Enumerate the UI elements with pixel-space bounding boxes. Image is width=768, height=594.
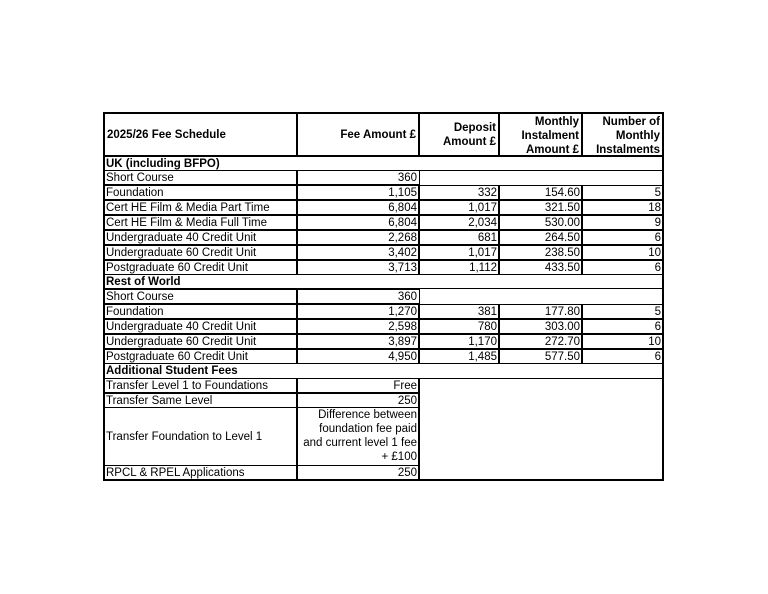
- row-row-name: Postgraduate 60 Credit Unit: [103, 349, 298, 364]
- row-row-monthly: 303.00: [498, 319, 583, 334]
- uk-row-count: 5: [581, 185, 664, 200]
- additional-empty-area: [418, 378, 664, 480]
- uk-row-fee: 3,713: [296, 260, 420, 275]
- header-monthly-line: Instalment: [521, 130, 579, 142]
- uk-row-count: 18: [581, 200, 664, 215]
- row-row-monthly: 272.70: [498, 334, 583, 349]
- section-title-uk: [103, 156, 664, 171]
- uk-row-count: 9: [581, 215, 664, 230]
- header-schedule-title: [103, 112, 298, 157]
- additional-fee-line: foundation fee paid: [319, 423, 417, 435]
- additional-fee-line: + £100: [381, 451, 417, 463]
- uk-row-monthly: 530.00: [498, 215, 583, 230]
- header-number-line: Number of: [602, 116, 660, 128]
- row-row-deposit: 780: [418, 319, 500, 334]
- additional-row-fee: 250: [296, 393, 420, 408]
- uk-row-deposit: 1,017: [418, 245, 500, 260]
- header-fee-amount: [296, 112, 420, 157]
- additional-row-fee: 250: [296, 465, 420, 480]
- row-row-name: Short Course: [103, 289, 298, 304]
- uk-row-fee: 2,268: [296, 230, 420, 245]
- row-row-deposit: 1,485: [418, 349, 500, 364]
- header-number-instalments: [581, 112, 664, 157]
- row-row-name: Foundation: [103, 304, 298, 319]
- uk-row-fee: 6,804: [296, 215, 420, 230]
- header-schedule-text: 2025/26 Fee Schedule: [107, 128, 226, 141]
- header-number-line: Monthly: [615, 130, 660, 142]
- uk-row-count: 10: [581, 245, 664, 260]
- additional-row-name-text: Transfer Foundation to Level 1: [106, 430, 263, 443]
- row-row-count: 10: [581, 334, 664, 349]
- section-title-rest-of-world: [103, 274, 664, 289]
- uk-row-deposit: 1,112: [418, 260, 500, 275]
- uk-row-name: Short Course: [103, 170, 298, 185]
- row-row-fee: 3,897: [296, 334, 420, 349]
- header-monthly-line: Monthly: [534, 116, 579, 128]
- row-row-count: 5: [581, 304, 664, 319]
- row-row-name: Undergraduate 60 Credit Unit: [103, 334, 298, 349]
- header-deposit-line: Deposit: [453, 121, 496, 134]
- uk-row-deposit: 681: [418, 230, 500, 245]
- uk-row-name: Foundation: [103, 185, 298, 200]
- uk-row-name: Postgraduate 60 Credit Unit: [103, 260, 298, 275]
- row-row-count: 6: [581, 319, 664, 334]
- uk-row-monthly: 433.50: [498, 260, 583, 275]
- uk-row-count: 6: [581, 260, 664, 275]
- fee-schedule-table: [103, 112, 664, 481]
- section-title-additional-text: Additional Student Fees: [106, 365, 238, 377]
- uk-row-deposit: 2,034: [418, 215, 500, 230]
- row-row-monthly: 177.80: [498, 304, 583, 319]
- uk-row-deposit: 1,017: [418, 200, 500, 215]
- uk-row-fee: 3,402: [296, 245, 420, 260]
- header-monthly-line: Amount £: [525, 144, 579, 156]
- header-monthly-instalment: [498, 112, 583, 157]
- row-row-count: 6: [581, 349, 664, 364]
- uk-row-name: Cert HE Film & Media Part Time: [103, 200, 298, 215]
- additional-row-name: [103, 407, 298, 466]
- row-row-monthly: 577.50: [498, 349, 583, 364]
- row-row-fee: 360: [296, 289, 420, 304]
- additional-row-fee: Free: [296, 378, 420, 393]
- uk-row-count: 6: [581, 230, 664, 245]
- additional-fee-line: Difference between: [318, 409, 417, 421]
- additional-row-name: Transfer Level 1 to Foundations: [103, 378, 298, 393]
- uk-row-deposit: 332: [418, 185, 500, 200]
- additional-row-name: Transfer Same Level: [103, 393, 298, 408]
- section-title-rest-of-world-text: Rest of World: [106, 276, 181, 288]
- section-title-uk-text: UK (including BFPO): [106, 158, 220, 170]
- uk-row-fee: 1,105: [296, 185, 420, 200]
- uk-row-monthly: 154.60: [498, 185, 583, 200]
- row-row-deposit: 1,170: [418, 334, 500, 349]
- row-row-fee: 1,270: [296, 304, 420, 319]
- uk-row-name: Cert HE Film & Media Full Time: [103, 215, 298, 230]
- row-row-deposit: 381: [418, 304, 500, 319]
- header-number-line: Instalments: [596, 144, 660, 156]
- uk-row-monthly: 321.50: [498, 200, 583, 215]
- additional-row-name: RPCL & RPEL Applications: [103, 465, 298, 480]
- header-fee-amount-text: Fee Amount £: [340, 128, 416, 141]
- uk-row-monthly: 264.50: [498, 230, 583, 245]
- additional-row-fee-multiline: [296, 407, 420, 466]
- header-deposit-line: Amount £: [442, 135, 496, 148]
- section-title-additional-fees: [103, 363, 664, 379]
- uk-row-name: Undergraduate 40 Credit Unit: [103, 230, 298, 245]
- row-row-fee: 2,598: [296, 319, 420, 334]
- header-deposit: [418, 112, 500, 157]
- uk-row-fee: 360: [296, 170, 420, 185]
- additional-fee-line: and current level 1 fee: [303, 437, 417, 449]
- row-row-name: Undergraduate 40 Credit Unit: [103, 319, 298, 334]
- row-row-fee: 4,950: [296, 349, 420, 364]
- uk-row-fee: 6,804: [296, 200, 420, 215]
- uk-row-monthly: 238.50: [498, 245, 583, 260]
- uk-row-name: Undergraduate 60 Credit Unit: [103, 245, 298, 260]
